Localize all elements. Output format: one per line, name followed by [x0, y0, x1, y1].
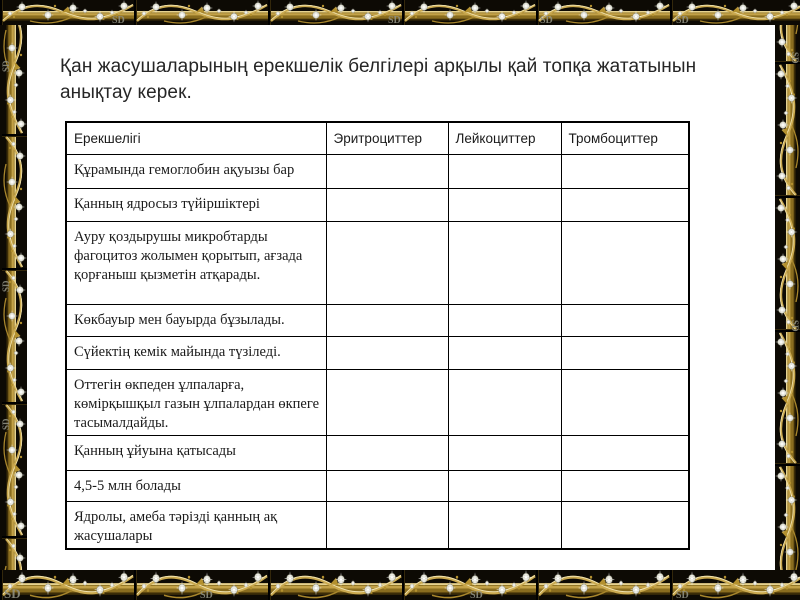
- watermark: SD: [4, 586, 21, 600]
- slide-content-area: [27, 25, 775, 570]
- answer-cell: [326, 369, 448, 435]
- answer-cell: [561, 470, 689, 501]
- watermark: SD: [676, 15, 689, 25]
- worksheet-table: [65, 121, 690, 550]
- slide-title: [60, 54, 740, 106]
- watermark: SD: [1, 418, 11, 430]
- answer-cell: [448, 501, 561, 549]
- feature-cell: Қанның ядросыз түйіршіктері: [66, 188, 326, 221]
- answer-cell: [448, 336, 561, 369]
- table-row: [66, 470, 689, 501]
- answer-cell: [561, 221, 689, 304]
- answer-cell: [326, 336, 448, 369]
- answer-cell: [561, 154, 689, 188]
- answer-cell: [448, 435, 561, 470]
- answer-cell: [326, 501, 448, 549]
- watermark: SD: [540, 15, 553, 25]
- watermark: SD: [1, 280, 11, 292]
- feature-cell: Ауру қоздырушы микробтарды фагоцитоз жолымен қорытып, ағзада қорғаныш қызметін атқарады.: [66, 221, 326, 304]
- feature-cell: Құрамында гемоглобин ақуызы бар: [66, 154, 326, 188]
- answer-cell: [326, 221, 448, 304]
- answer-cell: [561, 435, 689, 470]
- answer-cell: [448, 188, 561, 221]
- slide-title-line-2: анықтау керек.: [60, 82, 192, 103]
- table-row: [66, 435, 689, 470]
- feature-cell: 4,5-5 млн болады: [66, 470, 326, 501]
- feature-cell: Сүйектің кемік майында түзіледі.: [66, 336, 326, 369]
- answer-cell: [326, 188, 448, 221]
- watermark: SD: [790, 52, 800, 64]
- border-bottom-ornament: [0, 570, 800, 600]
- column-header: Тромбоциттер: [561, 122, 689, 154]
- border-top-ornament: [0, 0, 800, 25]
- feature-cell: Қанның ұйуына қатысады: [66, 435, 326, 470]
- column-header: Лейкоциттер: [448, 122, 561, 154]
- table-row: [66, 154, 689, 188]
- answer-cell: [326, 304, 448, 336]
- answer-cell: [448, 304, 561, 336]
- answer-cell: [448, 154, 561, 188]
- header-row: [66, 122, 689, 154]
- feature-cell: Көкбауыр мен бауырда бұзылады.: [66, 304, 326, 336]
- answer-cell: [448, 470, 561, 501]
- watermark: SD: [112, 15, 125, 25]
- border-left-ornament: [0, 0, 27, 600]
- slide-title-line-1: Қан жасушаларының ерекшелік белгілері арқылы қай топқа жататынын: [60, 56, 697, 77]
- feature-cell: Ядролы, амеба тәрізді қанның ақ жасушалары: [66, 501, 326, 549]
- answer-cell: [326, 435, 448, 470]
- table-row: [66, 221, 689, 304]
- answer-cell: [561, 304, 689, 336]
- answer-cell: [561, 369, 689, 435]
- border-right-ornament: [775, 0, 800, 600]
- table-row: [66, 304, 689, 336]
- answer-cell: [326, 154, 448, 188]
- answer-cell: [561, 501, 689, 549]
- watermark: SD: [790, 320, 800, 332]
- watermark: SD: [388, 15, 401, 25]
- answer-cell: [448, 369, 561, 435]
- table-row: [66, 369, 689, 435]
- watermark: SD: [676, 590, 689, 600]
- table-row: [66, 336, 689, 369]
- answer-cell: [561, 188, 689, 221]
- feature-cell: Оттегін өкпеден ұлпаларға, көмірқышқыл газын ұлпалардан өкпеге тасымалдайды.: [66, 369, 326, 435]
- table-body: [66, 154, 689, 549]
- watermark: SD: [200, 590, 213, 600]
- watermark: SD: [470, 590, 483, 600]
- answer-cell: [448, 221, 561, 304]
- watermark: SD: [1, 60, 11, 72]
- column-header: Эритроциттер: [326, 122, 448, 154]
- answer-cell: [561, 336, 689, 369]
- table-row: [66, 501, 689, 549]
- column-header: Ерекшелігі: [66, 122, 326, 154]
- table-row: [66, 188, 689, 221]
- answer-cell: [326, 470, 448, 501]
